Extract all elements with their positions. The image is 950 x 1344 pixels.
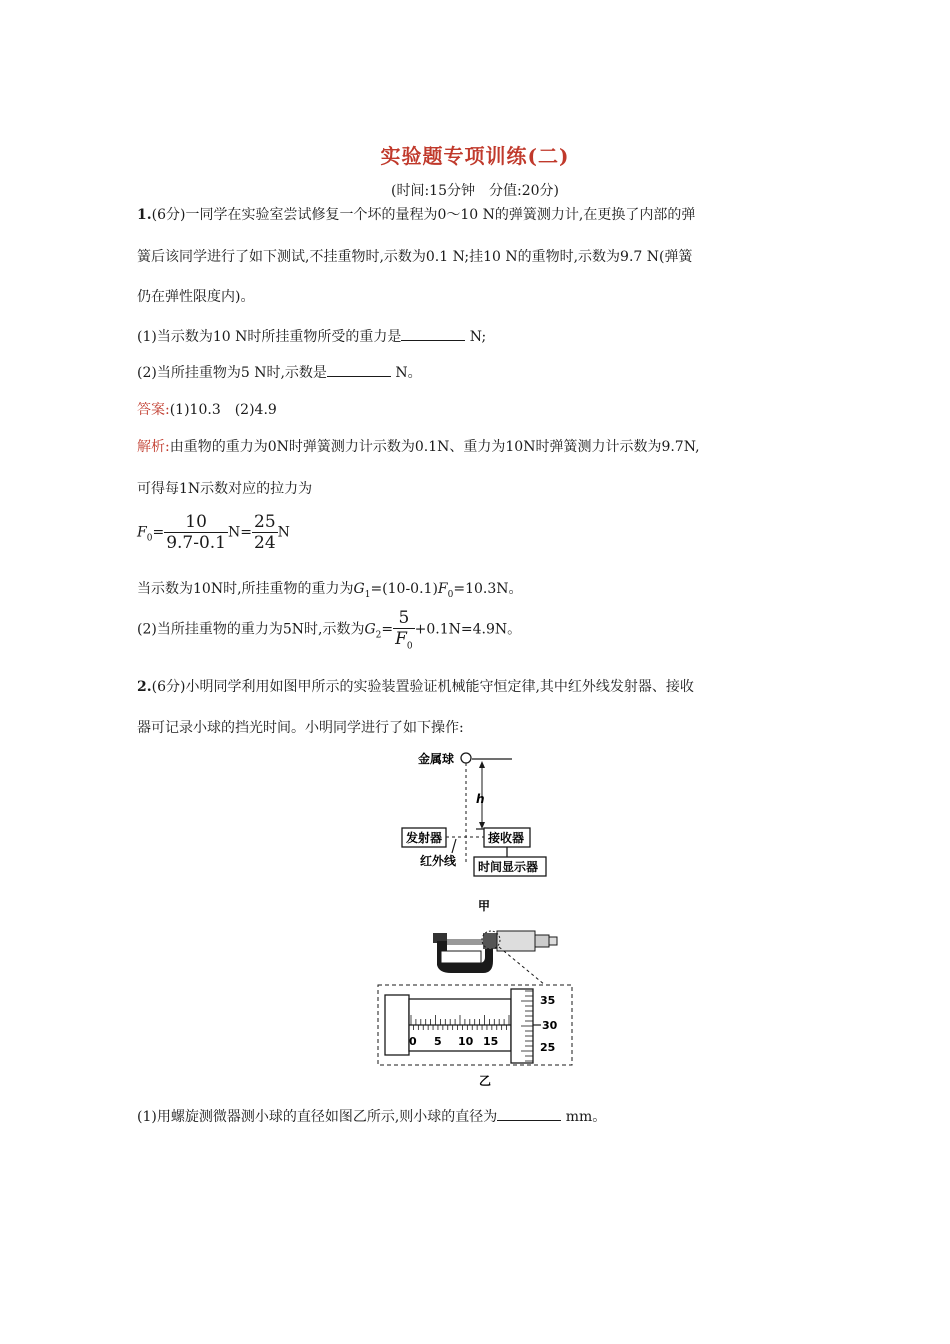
micrometer-icon (433, 931, 557, 973)
fraction-2-numerator: 25 (254, 512, 276, 532)
fraction-1-numerator: 10 (164, 512, 228, 533)
page-subtitle: (时间:15分钟 分值:20分) (391, 183, 559, 199)
zoom-line (499, 947, 545, 985)
g2-result: +0.1N=4.9N。 (414, 621, 522, 638)
f0-formula (137, 512, 290, 553)
thimble-scale-30: 30 (542, 1019, 558, 1032)
fraction-1 (164, 512, 228, 553)
q2-number: 2. (137, 679, 152, 695)
thimble-scale-25: 25 (540, 1041, 556, 1054)
q1-sub2 (137, 362, 422, 382)
f0-unit1: N= (228, 524, 252, 541)
fraction-3-f-symbol: F (395, 629, 407, 649)
timer-label: 时间显示器 (478, 860, 539, 874)
g1-f-symbol: F (437, 581, 448, 597)
main-scale-5: 5 (434, 1035, 442, 1048)
fraction-2 (252, 512, 278, 553)
receiver-label: 接收器 (488, 831, 525, 845)
answer-blank[interactable] (327, 364, 391, 377)
fraction-3-numerator: 5 (393, 608, 415, 629)
q1-line3: 仍在弹性限度内)。 (137, 289, 255, 305)
figure-yi (375, 925, 575, 1090)
main-scale-10: 10 (458, 1035, 474, 1048)
g1-formula (137, 578, 523, 600)
anvil-block (385, 995, 409, 1055)
infrared-pointer (452, 839, 456, 853)
q2-sub1-text: (1)用螺旋测微器测小球的直径如图乙所示,则小球的直径为 (137, 1109, 498, 1125)
q1-number: 1. (137, 207, 152, 223)
answer-label: 答案: (137, 402, 170, 418)
h-arrow-up (479, 761, 485, 768)
metal-ball (461, 753, 471, 763)
figure-jia-caption: 甲 (478, 899, 491, 913)
g1-symbol: G (353, 581, 365, 597)
h-label: h (476, 792, 485, 806)
analysis-text1: 由重物的重力为0N时弹簧测力计示数为0.1N、重力为10N时弹簧测力计示数为9.7N, (169, 439, 700, 455)
q1-line2: 簧后该同学进行了如下测试,不挂重物时,示数为0.1 N;挂10 N的重物时,示数为9.7 N(弹簧 (137, 249, 693, 265)
q1-sub1-unit: N; (465, 329, 487, 345)
q1-line1 (137, 204, 695, 224)
fraction-1-denominator: 9.7-0.1 (166, 533, 227, 553)
g2-equals: = (381, 621, 394, 638)
answer-text: (1)10.3 (2)4.9 (169, 402, 277, 418)
f0-symbol: F (137, 524, 147, 541)
analysis-label: 解析: (137, 439, 170, 455)
infrared-label: 红外线 (420, 854, 457, 868)
answer-blank[interactable] (401, 328, 465, 341)
figure-jia (400, 745, 560, 915)
g2-text: (2)当所挂重物的重力为5N时,示数为 (137, 621, 365, 638)
g1-subscript: 1 (364, 589, 371, 600)
q2-text1: (6分)小明同学利用如图甲所示的实验装置验证机械能守恒定律,其中红外线发射器、接收 (151, 679, 694, 695)
g1-result: =10.3N。 (453, 581, 523, 597)
g1-middle: =(10-0.1) (370, 581, 438, 597)
q2-line1 (137, 676, 694, 696)
fraction-3 (393, 608, 415, 651)
q1-sub1 (137, 326, 486, 346)
q1-answer (137, 399, 277, 419)
f0-equals: = (152, 524, 165, 541)
q1-sub2-text: (2)当所挂重物为5 N时,示数是 (137, 365, 327, 381)
fraction-3-denominator (393, 629, 415, 651)
fraction-3-f-subscript: 0 (406, 641, 413, 652)
page-title: 实验题专项训练(二) (380, 144, 570, 168)
g2-formula (137, 608, 521, 651)
thimble-scale-35: 35 (540, 994, 556, 1007)
q2-sub1-unit: mm。 (561, 1109, 607, 1125)
q2-line2: 器可记录小球的挡光时间。小明同学进行了如下操作: (137, 720, 464, 736)
figure-yi-caption: 乙 (479, 1074, 492, 1088)
main-scale-0: 0 (409, 1035, 417, 1048)
q1-text1: (6分)一同学在实验室尝试修复一个坏的量程为0～10 N的弹簧测力计,在更换了内部的弹 (151, 207, 696, 223)
answer-blank[interactable] (497, 1108, 561, 1121)
q2-sub1 (137, 1106, 606, 1126)
fraction-2-denominator: 24 (254, 533, 276, 553)
ball-label: 金属球 (418, 752, 455, 766)
q1-sub2-unit: N。 (390, 365, 422, 381)
q1-analysis-line2: 可得每1N示数对应的拉力为 (137, 481, 313, 497)
g2-symbol: G (364, 621, 376, 638)
g2-subscript: 2 (375, 630, 382, 641)
q1-sub1-text: (1)当示数为10 N时所挂重物所受的重力是 (137, 329, 402, 345)
q1-analysis-line1 (137, 436, 700, 456)
g1-text: 当示数为10N时,所挂重物的重力为 (137, 581, 354, 597)
f0-subscript: 0 (146, 533, 153, 544)
f0-unit2: N (277, 524, 290, 541)
g1-f-subscript: 0 (447, 589, 454, 600)
main-scale-15: 15 (483, 1035, 499, 1048)
emitter-label: 发射器 (406, 831, 443, 845)
